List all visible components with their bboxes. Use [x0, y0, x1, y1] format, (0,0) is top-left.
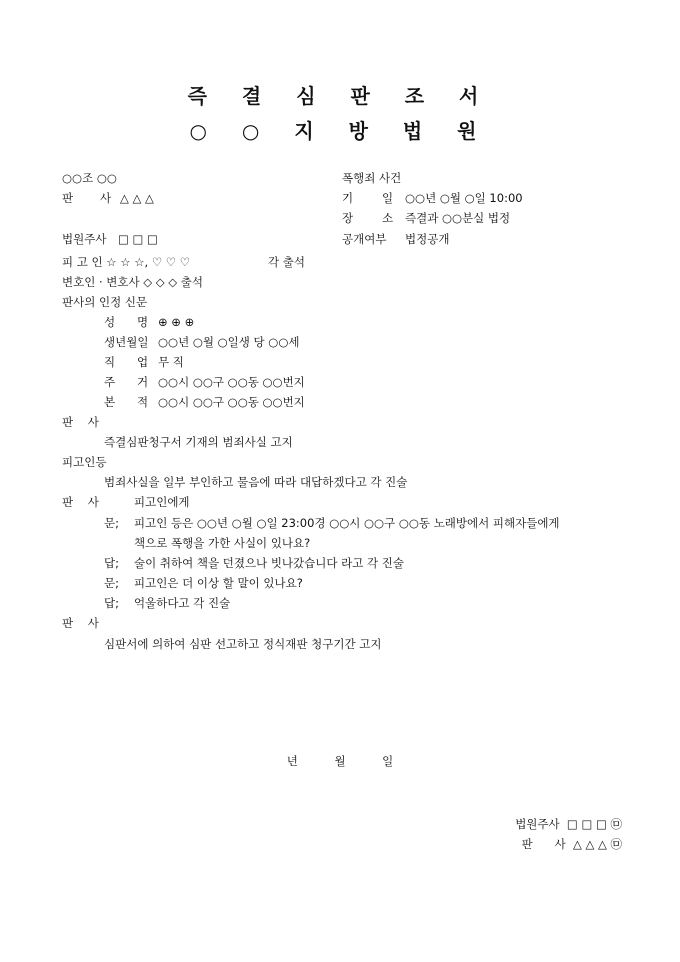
judge-signature: 판 사 △ △ △ ㉤ [521, 837, 622, 851]
case-title: 폭행죄 사건 [342, 171, 402, 185]
public-label: 공개여부 [342, 232, 387, 246]
place-label-2: 소 [382, 211, 394, 225]
name-value: ⊕ ⊕ ⊕ [158, 315, 195, 329]
defendants-line: 피 고 인 ☆ ☆ ☆, ♡ ♡ ♡ [62, 255, 191, 269]
address-value: ○○시 ○○구 ○○동 ○○번지 [158, 375, 305, 389]
hearing-date: ○○년 ○월 ○일 10:00 [405, 191, 523, 205]
job-value: 무 직 [158, 355, 184, 369]
question-2-text: 피고인은 더 이상 할 말이 있나요? [134, 576, 303, 590]
signing-date: 년 월 일 [286, 754, 394, 768]
date-label-2: 일 [382, 191, 394, 205]
defendants-speaker: 피고인등 [62, 455, 107, 469]
birth-value: ○○년 ○월 ○일생 당 ○○세 [158, 335, 300, 349]
address-label: 주 거 [104, 375, 149, 389]
hearing-place: 즉결과 ○○분실 법정 [405, 211, 511, 225]
judge-speaker-2: 판 사 [62, 495, 99, 509]
question-1-text-1: 피고인 등은 ○○년 ○월 ○일 23:00경 ○○시 ○○구 ○○동 노래방에서 피해자들에게 [134, 516, 560, 530]
defendants-statement: 범죄사실을 일부 부인하고 물음에 따라 대답하겠다고 각 진술 [104, 475, 408, 489]
judge-statement-1: 즉결심판청구서 기재의 범죄사실 고지 [104, 435, 293, 449]
birth-label: 생년월일 [104, 335, 149, 349]
identity-heading: 판사의 인정 신문 [62, 295, 148, 309]
judge-statement-3: 심판서에 의하여 심판 선고하고 정식재판 청구기간 고지 [104, 637, 382, 651]
judge-label: 판 [62, 191, 74, 205]
name-label: 성 명 [104, 315, 149, 329]
clerk-label: 법원주사 [62, 232, 107, 246]
answer-2-label: 답; [104, 596, 119, 610]
answer-1-label: 답; [104, 556, 119, 570]
defendants-status: 각 출석 [268, 255, 305, 269]
clerk-name: □ □ □ [118, 232, 158, 246]
public-value: 법정공개 [405, 232, 450, 246]
place-label: 장 [342, 211, 354, 225]
judge-label-2: 사 [100, 191, 112, 205]
judge-speaker-1: 판 사 [62, 415, 99, 429]
document-title: 즉 결 심 판 조 서 [187, 84, 493, 108]
answer-2-text: 억울하다고 각 진술 [134, 596, 231, 610]
judge-name: △ △ △ [120, 191, 154, 205]
answer-1-text: 술이 취하여 책을 던졌으나 빗나갔습니다 라고 각 진술 [134, 556, 404, 570]
question-1-text-2: 책으로 폭행을 가한 사실이 있나요? [134, 536, 311, 550]
question-1-label: 문; [104, 516, 119, 530]
clerk-signature: 법원주사 □ □ □ ㉤ [515, 817, 622, 831]
job-label: 직 업 [104, 355, 149, 369]
judge-target: 피고인에게 [134, 495, 190, 509]
team-label: ○○조 ○○ [62, 171, 117, 185]
domicile-value: ○○시 ○○구 ○○동 ○○번지 [158, 395, 305, 409]
date-label: 기 [342, 191, 354, 205]
judge-speaker-3: 판 사 [62, 616, 99, 630]
domicile-label: 본 적 [104, 395, 149, 409]
court-name: ○ ○ 지 방 법 원 [189, 119, 491, 143]
lawyer-line: 변호인 · 변호사 ◇ ◇ ◇ 출석 [62, 275, 203, 289]
question-2-label: 문; [104, 576, 119, 590]
